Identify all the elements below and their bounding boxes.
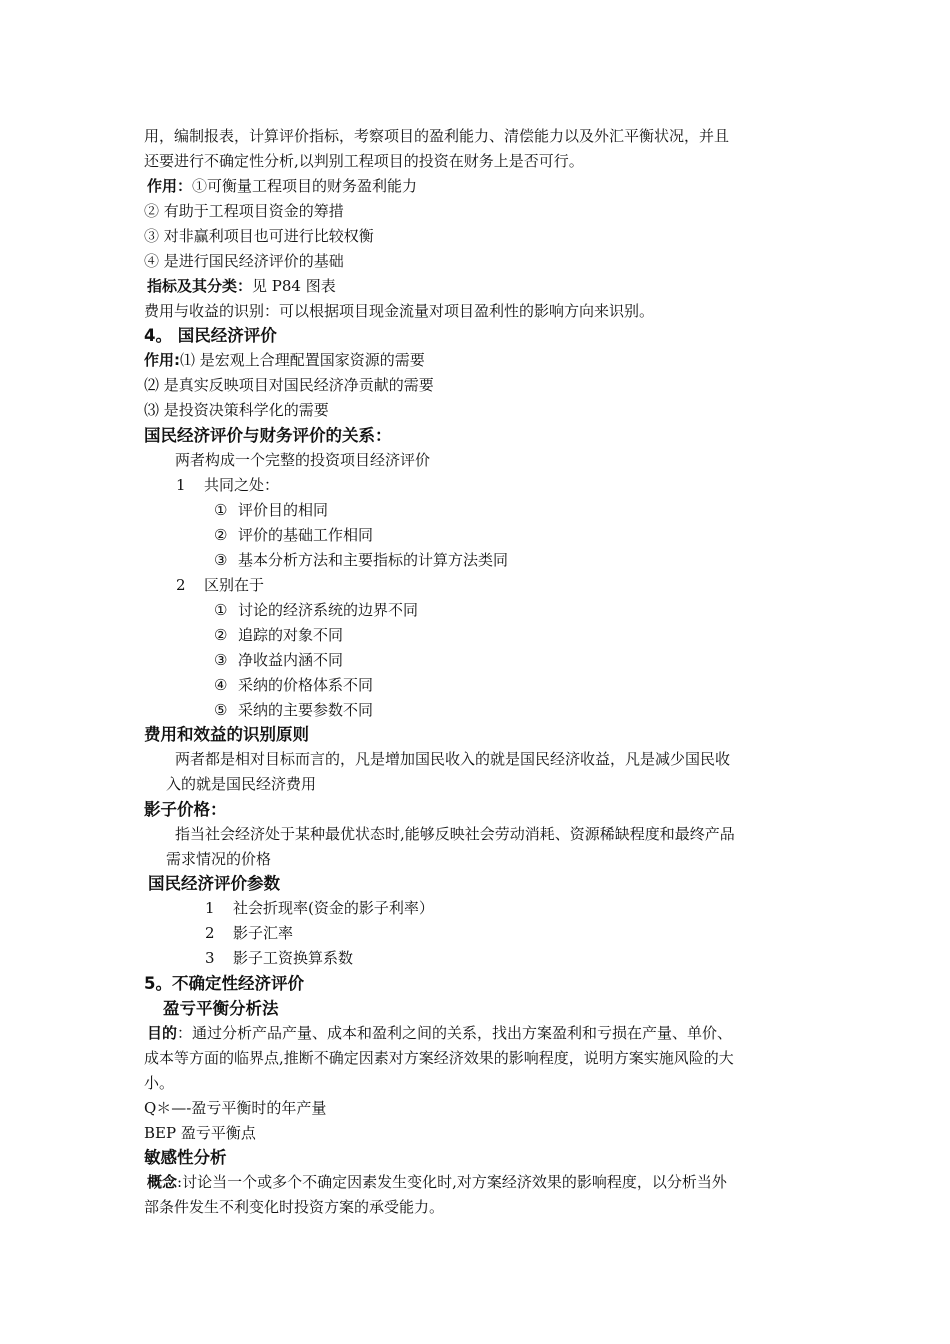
item-marker: ④ bbox=[214, 676, 228, 694]
item-text: 净收益内涵不同 bbox=[238, 651, 344, 669]
purpose-text: ：通过分析产品产量、成本和盈利之间的关系，找出方案盈利和亏损在产量、单价、 bbox=[177, 1024, 733, 1042]
paragraph-line: 小。 bbox=[144, 1074, 175, 1092]
paragraph-line: 费用与收益的识别：可以根据项目现金流量对项目盈利性的影响方向来识别。 bbox=[144, 302, 655, 320]
parameter-text: 影子工资换算系数 bbox=[233, 949, 354, 967]
sub-item-number: 1 bbox=[176, 476, 186, 494]
list-item bbox=[214, 598, 418, 623]
item-text: 评价的基础工作相同 bbox=[238, 526, 374, 544]
list-item bbox=[214, 648, 343, 673]
item-marker: ③ bbox=[214, 651, 228, 669]
item-text: 基本分析方法和主要指标的计算方法类同 bbox=[238, 551, 509, 569]
list-item: ⑵ 是真实反映项目对国民经济净贡献的需要 bbox=[144, 376, 434, 394]
list-item: ⑶ 是投资决策科学化的需要 bbox=[144, 401, 329, 419]
section-heading-4: 4。 国民经济评价 bbox=[144, 326, 277, 345]
parameter-text: 社会折现率(资金的影子利率） bbox=[233, 899, 434, 917]
sub-item bbox=[176, 473, 279, 498]
sub-item-text: 区别在于 bbox=[204, 576, 265, 594]
sub-item-number: 2 bbox=[176, 576, 186, 594]
concept-label: 概念 bbox=[147, 1173, 178, 1191]
function-text: ⑴ 是宏观上合理配置国家资源的需要 bbox=[180, 351, 425, 369]
function-label: 作用: bbox=[144, 351, 180, 369]
parameter-number: 3 bbox=[205, 949, 215, 967]
sub-item-text: 共同之处： bbox=[204, 476, 280, 494]
function-line bbox=[144, 348, 425, 373]
paragraph-line: Q＊—-盈亏平衡时的年产量 bbox=[144, 1099, 327, 1117]
function-label: 作用： bbox=[147, 177, 193, 195]
relation-heading: 国民经济评价与财务评价的关系： bbox=[144, 426, 392, 445]
paragraph-line: 成本等方面的临界点,推断不确定因素对方案经济效果的影响程度，说明方案实施风险的大 bbox=[144, 1049, 734, 1067]
paragraph-line: 部条件发生不利变化时投资方案的承受能力。 bbox=[144, 1198, 445, 1216]
item-marker: ⑤ bbox=[214, 701, 228, 719]
paragraph-line: 两者构成一个完整的投资项目经济评价 bbox=[175, 451, 431, 469]
function-text: ①可衡量工程项目的财务盈利能力 bbox=[192, 177, 418, 195]
item-text: 追踪的对象不同 bbox=[238, 626, 344, 644]
paragraph-line: 两者都是相对目标而言的，凡是增加国民收入的就是国民经济收益，凡是减少国民收 bbox=[175, 750, 731, 768]
item-marker: ② bbox=[214, 626, 228, 644]
function-line bbox=[147, 174, 417, 199]
indicator-label: 指标及其分类： bbox=[147, 277, 253, 295]
parameter-item bbox=[205, 896, 434, 921]
parameter-number: 1 bbox=[205, 899, 215, 917]
parameters-heading: 国民经济评价参数 bbox=[148, 874, 280, 893]
purpose-line bbox=[147, 1021, 732, 1046]
item-text: 采纳的主要参数不同 bbox=[238, 701, 374, 719]
list-item: ④ 是进行国民经济评价的基础 bbox=[144, 252, 344, 270]
purpose-label: 目的 bbox=[147, 1024, 178, 1042]
parameter-item bbox=[205, 946, 353, 971]
list-item bbox=[214, 548, 508, 573]
item-text: 采纳的价格体系不同 bbox=[238, 676, 374, 694]
sub-item bbox=[176, 573, 264, 598]
list-item bbox=[214, 523, 373, 548]
parameter-number: 2 bbox=[205, 924, 215, 942]
parameter-item bbox=[205, 921, 293, 946]
list-item bbox=[214, 698, 373, 723]
list-item: ② 有助于工程项目资金的筹措 bbox=[144, 202, 344, 220]
paragraph-line: BEP 盈亏平衡点 bbox=[144, 1124, 256, 1142]
concept-text: :讨论当一个或多个不确定因素发生变化时,对方案经济效果的影响程度，以分析当外 bbox=[177, 1173, 727, 1191]
list-item bbox=[214, 673, 373, 698]
section-heading-5: 5。不确定性经济评价 bbox=[144, 974, 304, 993]
paragraph-line: 入的就是国民经济费用 bbox=[166, 775, 317, 793]
item-marker: ① bbox=[214, 501, 228, 519]
paragraph-line: 用，编制报表，计算评价指标，考察项目的盈利能力、清偿能力以及外汇平衡状况，并且 bbox=[144, 127, 730, 145]
shadow-price-heading: 影子价格： bbox=[144, 800, 227, 819]
sensitivity-heading: 敏感性分析 bbox=[144, 1148, 227, 1167]
parameter-text: 影子汇率 bbox=[233, 924, 294, 942]
list-item: ③ 对非赢利项目也可进行比较权衡 bbox=[144, 227, 374, 245]
item-text: 讨论的经济系统的边界不同 bbox=[238, 601, 419, 619]
cost-benefit-heading: 费用和效益的识别原则 bbox=[144, 725, 309, 744]
item-marker: ② bbox=[214, 526, 228, 544]
paragraph-line: 需求情况的价格 bbox=[166, 850, 272, 868]
list-item bbox=[214, 498, 328, 523]
break-even-heading: 盈亏平衡分析法 bbox=[163, 999, 279, 1018]
item-marker: ① bbox=[214, 601, 228, 619]
paragraph-line: 还要进行不确定性分析,以判别工程项目的投资在财务上是否可行。 bbox=[144, 152, 584, 170]
item-marker: ③ bbox=[214, 551, 228, 569]
concept-line bbox=[147, 1170, 727, 1195]
paragraph-line: 指当社会经济处于某种最优状态时,能够反映社会劳动消耗、资源稀缺程度和最终产品 bbox=[175, 825, 735, 843]
list-item bbox=[214, 623, 343, 648]
indicator-line bbox=[147, 274, 336, 299]
item-text: 评价目的相同 bbox=[238, 501, 329, 519]
indicator-text: 见 P84 图表 bbox=[252, 277, 336, 295]
